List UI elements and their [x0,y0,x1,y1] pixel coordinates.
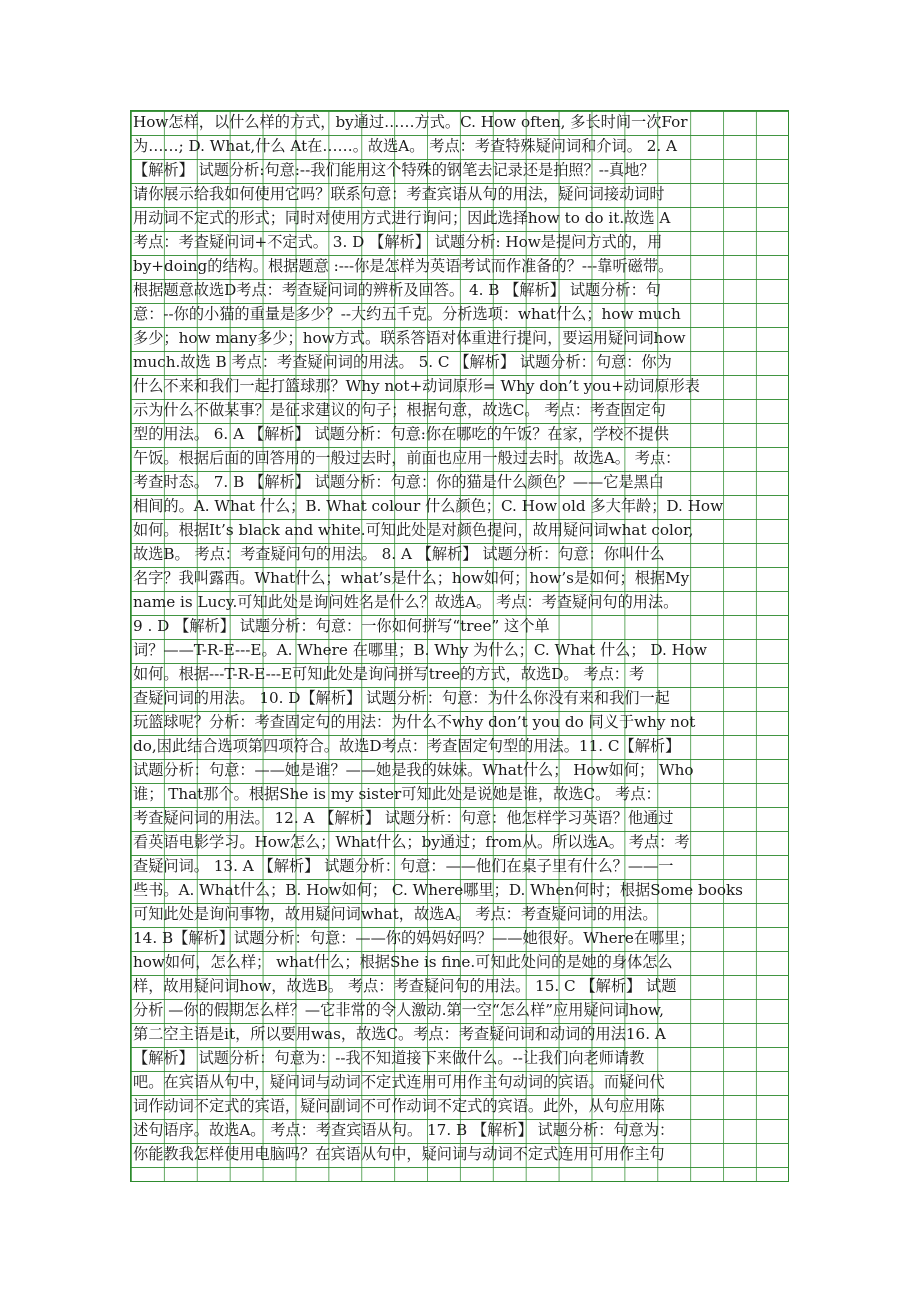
text-line: by+doing的结构。根据题意 :---你是怎样为英语考试而作准备的？---靠听磁带。 [133,257,674,275]
text-line: 示为什么不做某事？是征求建议的句子；根据句意，故选C。 考点：考查固定句 [133,401,666,419]
text-line: 意：--你的小猫的重量是多少？--大约五千克。分析选项：what什么；how much [133,305,681,323]
text-line: 相间的。A. What 什么；B. What colour 什么颜色；C. How old 多大年龄；D. How [133,497,724,515]
text-line: 【解析】 试题分析：句意为：--我不知道接下来做什么。--让我们向老师请教 [133,1049,645,1067]
text-line: 吧。在宾语从句中，疑问词与动词不定式连用可用作主句动词的宾语。而疑问代 [133,1073,665,1091]
text-line: 请你展示给我如何使用它吗？联系句意：考查宾语从句的用法，疑问词接动词时 [133,185,665,203]
text-line: 可知此处是询问事物，故用疑问词what，故选A。 考点：考查疑问词的用法。 [133,905,658,923]
text-line: 9 . D 【解析】 试题分析：句意：一你如何拼写“tree” 这个单 [133,617,550,635]
text-line: 如何。根据---T-R-E---E可知此处是询问拼写tree的方式，故选D。 考点：考 [133,665,645,683]
text-line: 第二空主语是it，所以要用was，故选C。考点：考查疑问词和动词的用法16. A [133,1025,666,1043]
text-line: 什么不来和我们一起打篮球那？Why not+动词原形= Why don’t you+动词原形表 [133,377,700,395]
text-line: 玩篮球呢？分析：考查固定句的用法：为什么不why don’t you do 同义于why not [133,713,696,731]
text-line: 试题分析：句意：——她是谁？——她是我的妹妹。What什么； How如何； Who [133,761,694,779]
text-line: 述句语序。故选A。 考点：考查宾语从句。 17. B 【解析】 试题分析：句意为： [133,1121,675,1139]
text-line: 故选B。 考点：考查疑问句的用法。 8. A 【解析】 试题分析：句意：你叫什么 [133,545,665,563]
text-line: 为……; D. What,什么 At在……。故选A。 考点：考查特殊疑问词和介词。 2. A [133,137,678,155]
text-line: 词作动词不定式的宾语，疑问副词不可作动词不定式的宾语。此外，从句应用陈 [133,1097,665,1115]
text-line: 型的用法。 6. A 【解析】 试题分析：句意:你在哪吃的午饭？在家，学校不提供 [133,425,669,443]
text-line: 根据题意故选D考点：考查疑问词的辨析及回答。 4. B 【解析】 试题分析：句 [133,281,661,299]
text-line: 谁； That那个。根据She is my sister可知此处是说她是谁，故选C。 考点： [133,785,661,803]
text-line: 样，故用疑问词how，故选B。 考点：考查疑问句的用法。 15. C 【解析】 试题 [133,977,677,995]
text-line: 分析 —你的假期怎么样？—它非常的令人激动.第一空“怎么样”应用疑问词how, [133,1001,664,1019]
text-line: 你能教我怎样使用电脑吗？在宾语从句中，疑问词与动词不定式连用可用作主句 [133,1145,665,1163]
text-line: 考查时态。 7. B 【解析】 试题分析：句意：你的猫是什么颜色？——它是黑白 [133,473,664,491]
text-line: 如何。根据It’s black and white.可知此处是对颜色提问，故用疑问词what color, [133,521,694,539]
text-line: 词？——T-R-E---E。A. Where 在哪里；B. Why 为什么；C. What 什么； D. How [133,641,708,659]
text-line: 名字？我叫露西。What什么；what’s是什么；how如何；how’s是如何；根据My [133,569,690,587]
text-line: 查疑问词。 13. A 【解析】 试题分析：句意：——他们在桌子里有什么？——一 [133,857,674,875]
text-line: 考点：考查疑问词+不定式。 3. D 【解析】 试题分析: How是提问方式的，用 [133,233,663,251]
text-line: 用动词不定式的形式；同时对使用方式进行询问；因此选择how to do it.故选 A [133,209,671,227]
text-line: how如何，怎么样； what什么；根据She is fine.可知此处问的是她的身体怎么 [133,953,673,971]
text-line: 多少；how many多少；how方式。联系答语对体重进行提问，要运用疑问词how [133,329,686,347]
text-line: 午饭。根据后面的回答用的一般过去时，前面也应用一般过去时。故选A。 考点： [133,449,681,467]
text-line: 14. B【解析】试题分析：句意：——你的妈妈好吗？——她很好。Where在哪里； [133,929,695,947]
text-line: do,因此结合选项第四项符合。故选D考点：考查固定句型的用法。11. C【解析】 [133,737,681,755]
text-line: How怎样，以什么样的方式，by通过……方式。C. How often, 多长时间一次For [133,113,688,131]
text-line: 查疑问词的用法。 10. D【解析】 试题分析：句意：为什么你没有来和我们一起 [133,689,670,707]
text-line: 些书。A. What什么；B. How如何； C. Where哪里；D. When何时；根据Some books [133,881,743,899]
answer-explanation-text [133,110,787,1180]
text-line: 考查疑问词的用法。 12. A 【解析】 试题分析：句意：他怎样学习英语？他通过 [133,809,674,827]
text-line: 看英语电影学习。How怎么；What什么；by通过；from从。所以选A。 考点：考 [133,833,690,851]
text-line: much.故选 B 考点：考查疑问词的用法。 5. C 【解析】 试题分析：句意：你为 [133,353,672,371]
text-line: 【解析】 试题分析:句意:--我们能用这个特殊的钢笔去记录还是拍照？--真地？ [133,161,655,179]
text-line: name is Lucy.可知此处是询问姓名是什么？故选A。 考点：考查疑问句的用法。 [133,593,679,611]
